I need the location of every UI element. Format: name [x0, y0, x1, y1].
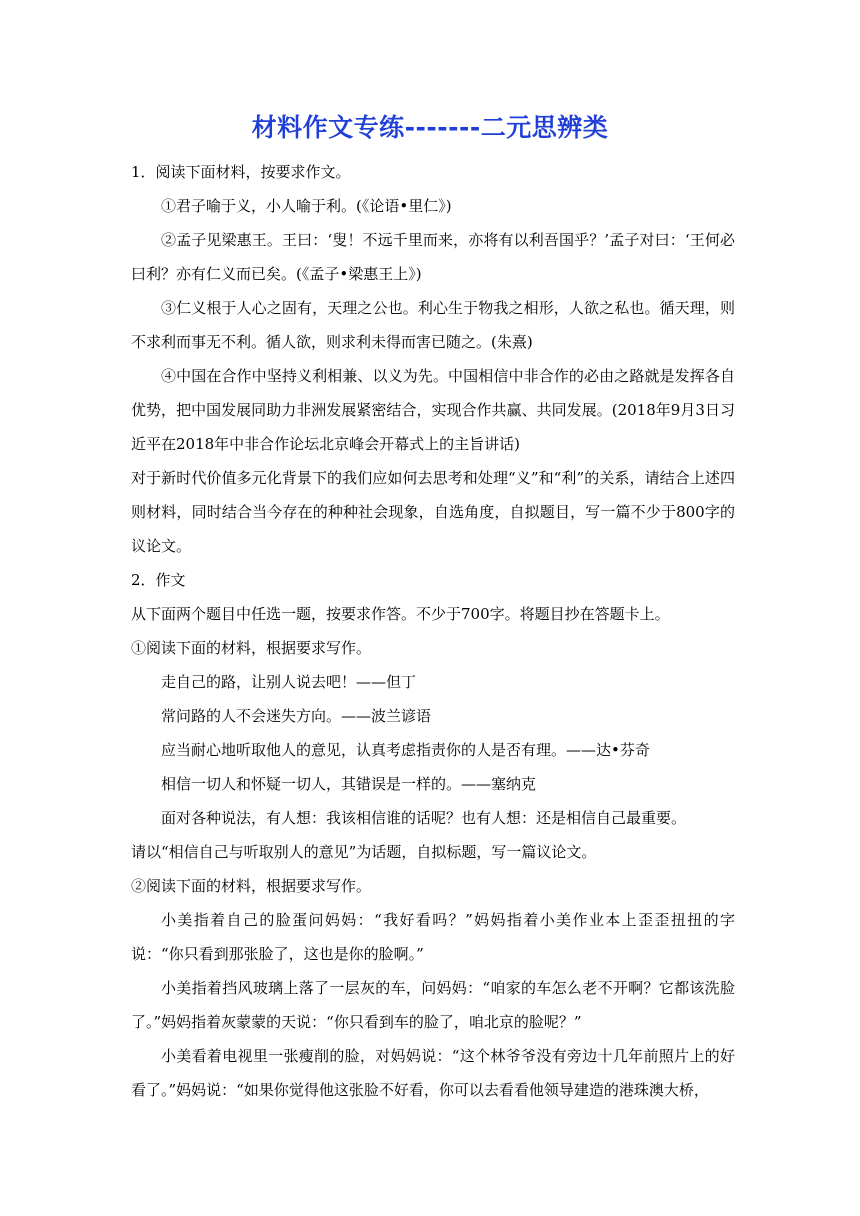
document-body [131, 155, 735, 1107]
quote-item: 走自己的路，让别人说去吧！——但丁 [161, 673, 417, 691]
quote-item: 面对各种说法，有人想：我该相信谁的话呢？也有人想：还是相信自己最重要。 [161, 809, 687, 827]
story-paragraph: 小美看着电视里一张瘦削的脸，对妈妈说：“这个林爷爷没有旁边十几年前照片上的好看了。”妈妈说：“如果你觉得他这张脸不好看，你可以去看看他领导建造的港珠澳大桥， [131, 1047, 735, 1099]
quote-item: 应当耐心地听取他人的意见，认真考虑指责你的人是否有理。——达•芬奇 [161, 741, 650, 759]
option-2-heading: ②阅读下面的材料，根据要求写作。 [131, 877, 372, 895]
material-3: ③仁义根于人心之固有，天理之公也。利心生于物我之相形，人欲之私也。循天理，则不求利而事无不利。循人欲，则求利未得而害已随之。(朱熹) [131, 299, 735, 351]
story-paragraph: 小美指着自己的脸蛋问妈妈：“我好看吗？”妈妈指着小美作业本上歪歪扭扭的字说：“你只看到那张脸了，这也是你的脸啊。” [131, 911, 735, 963]
quote-item: 相信一切人和怀疑一切人，其错误是一样的。——塞纳克 [161, 775, 537, 793]
story-paragraph: 小美指着挡风玻璃上落了一层灰的车，问妈妈：“咱家的车怎么老不开啊？它都该洗脸了。”妈妈指着灰蒙蒙的天说：“你只看到车的脸了，咱北京的脸呢？” [131, 979, 735, 1031]
question-1-heading: 1．阅读下面材料，按要求作文。 [131, 163, 351, 181]
question-2-intro: 从下面两个题目中任选一题，按要求作答。不少于700字。将题目抄在答题卡上。 [131, 605, 670, 623]
question-2-heading: 2．作文 [131, 571, 186, 589]
page-title: 材料作文专练-------二元思辨类 [251, 113, 609, 142]
material-1: ①君子喻于义，小人喻于利。(《论语•里仁》) [161, 197, 452, 215]
material-4: ④中国在合作中坚持义利相兼、以义为先。中国相信中非合作的必由之路就是发挥各自优势，把中国发展同助力非洲发展紧密结合，实现合作共赢、共同发展。(2018年9月3日习近平在2018年中非合作论坛北京峰会开幕式上的主旨讲话) [131, 367, 735, 453]
question-1-task: 对于新时代价值多元化背景下的我们应如何去思考和处理“义”和“利”的关系，请结合上述四则材料，同时结合当今存在的种种社会现象，自选角度，自拟题目，写一篇不少于800字的议论文。 [131, 469, 735, 555]
option-1-heading: ①阅读下面的材料，根据要求写作。 [131, 639, 372, 657]
option-1-task: 请以“相信自己与听取别人的意见”为话题，自拟标题，写一篇议论文。 [131, 843, 597, 861]
material-2: ②孟子见梁惠王。王曰：‘叟！不远千里而来，亦将有以利吾国乎？’孟子对曰：‘王何必曰利？亦有仁义而已矣。(《孟子•梁惠王上》) [131, 231, 735, 283]
quote-item: 常问路的人不会迷失方向。——波兰谚语 [161, 707, 432, 725]
